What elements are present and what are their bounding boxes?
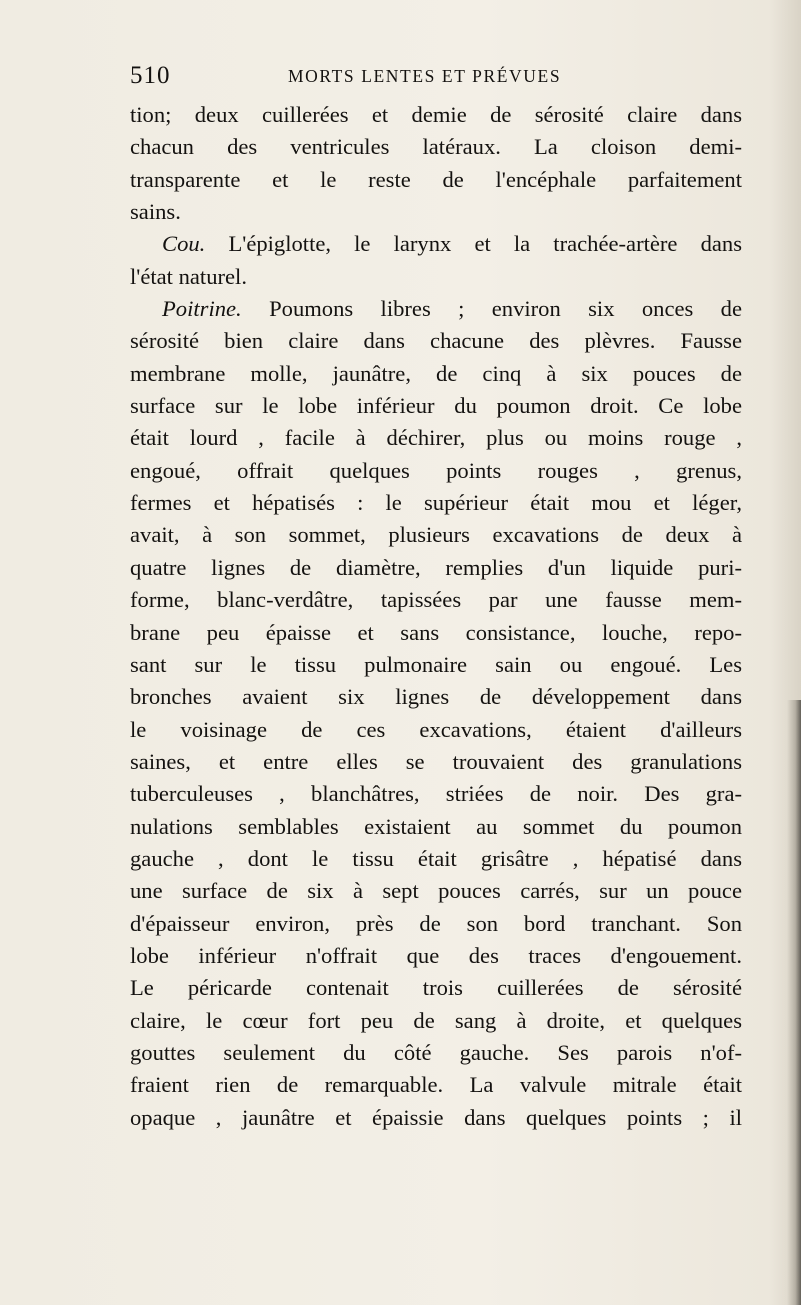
text-line-cou xyxy=(130,228,742,260)
text-line: sant sur le tissu pulmonaire sain ou engoué. Les xyxy=(130,651,742,677)
section-heading-poitrine: Poitrine. xyxy=(162,296,242,322)
text-line-poitrine-rest: Poumons libres ; environ six onces de xyxy=(269,296,742,322)
text-line: bronches avaient six lignes de développement dans xyxy=(130,684,742,710)
running-head xyxy=(130,62,740,92)
text-line: fraient rien de remarquable. La valvule mitrale était xyxy=(130,1072,742,1098)
text-line: forme, blanc-verdâtre, tapissées par une fausse mem- xyxy=(130,587,742,613)
running-title: MORTS LENTES ET PRÉVUES xyxy=(288,66,562,86)
text-line-poitrine xyxy=(130,293,742,325)
text-line: opaque , jaunâtre et épaissie dans quelques points ; il xyxy=(130,1104,742,1130)
body-text xyxy=(130,99,742,1134)
text-line: transparente et le reste de l'encéphale parfaitement xyxy=(130,166,742,192)
text-line: membrane molle, jaunâtre, de cinq à six pouces de xyxy=(130,360,742,386)
section-heading-cou: Cou. xyxy=(162,231,206,257)
text-line: gouttes seulement du côté gauche. Ses parois n'of- xyxy=(130,1039,742,1065)
text-line: chacun des ventricules latéraux. La cloison demi- xyxy=(130,134,742,160)
text-line: sérosité bien claire dans chacune des plèvres. Fausse xyxy=(130,328,742,354)
text-line: le voisinage de ces excavations, étaient d'ailleurs xyxy=(130,716,742,742)
text-line: brane peu épaisse et sans consistance, louche, repo- xyxy=(130,619,742,645)
page-number: 510 xyxy=(130,62,171,89)
text-line: fermes et hépatisés : le supérieur était mou et léger, xyxy=(130,490,742,516)
text-line: engoué, offrait quelques points rouges , grenus, xyxy=(130,457,742,483)
text-line: claire, le cœur fort peu de sang à droite, et quelques xyxy=(130,1007,742,1033)
text-line-cou-rest: L'épiglotte, le larynx et la trachée-artère dans xyxy=(228,231,742,257)
text-line: quatre lignes de diamètre, remplies d'un liquide puri- xyxy=(130,554,742,580)
text-line: nulations semblables existaient au sommet du poumon xyxy=(130,813,742,839)
text-line: était lourd , facile à déchirer, plus ou moins rouge , xyxy=(130,425,742,451)
text-line: saines, et entre elles se trouvaient des granulations xyxy=(130,748,742,774)
text-line: avait, à son sommet, plusieurs excavations de deux à xyxy=(130,522,742,548)
text-line: tion; deux cuillerées et demie de sérosité claire dans xyxy=(130,102,742,127)
text-line: une surface de six à sept pouces carrés, sur un pouce xyxy=(130,878,742,904)
text-line: Le péricarde contenait trois cuillerées de sérosité xyxy=(130,975,742,1001)
text-line: l'état naturel. xyxy=(130,263,247,289)
text-line: d'épaisseur environ, près de son bord tranchant. Son xyxy=(130,910,742,936)
text-line: tuberculeuses , blanchâtres, striées de noir. Des gra- xyxy=(130,781,742,807)
text-line: lobe inférieur n'offrait que des traces d'engouement. xyxy=(130,942,742,968)
text-line: surface sur le lobe inférieur du poumon droit. Ce lobe xyxy=(130,393,742,419)
text-line: gauche , dont le tissu était grisâtre , hépatisé dans xyxy=(130,845,742,871)
page-edge-shadow xyxy=(787,700,801,1305)
text-line: sains. xyxy=(130,199,181,225)
